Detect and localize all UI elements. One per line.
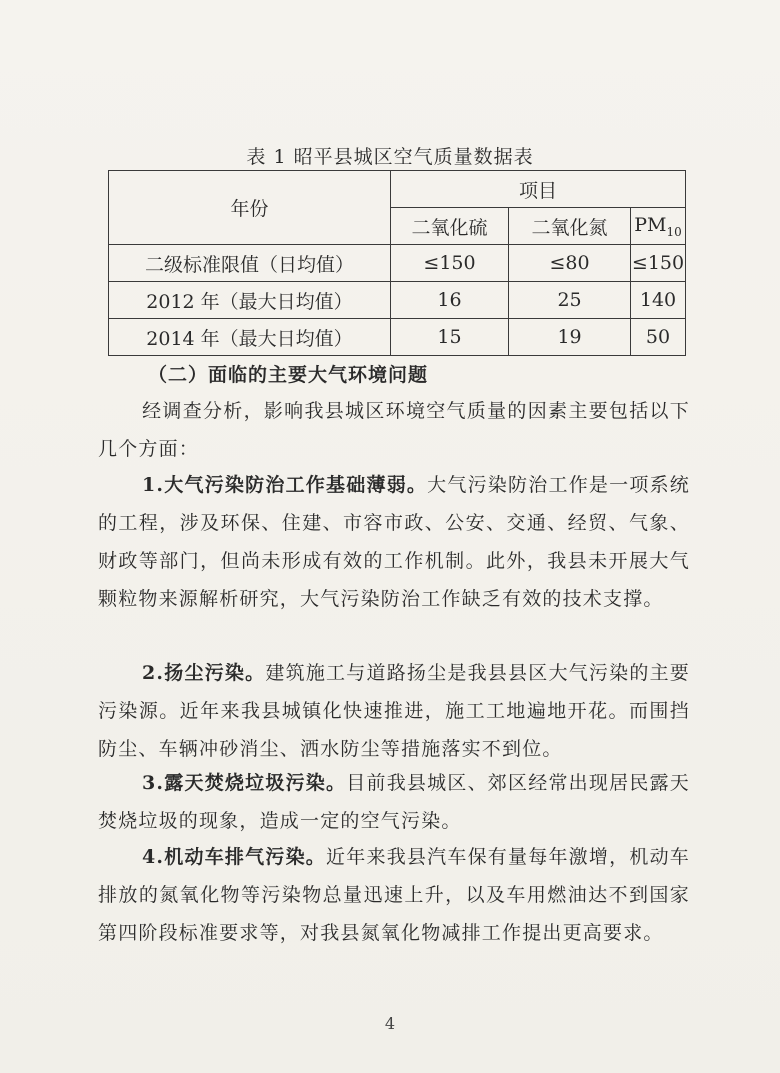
item-title: 3.露天焚烧垃圾污染。 [142,772,347,794]
item-body: 建筑施工与道路扬尘是我县县区大气污染的主要污染源。近年来我县城镇化快速推进，施工工地遍地开花。而围挡防尘、车辆冲砂消尘、洒水防尘等措施落实不到位。 [98,662,690,760]
item-body: 大气污染防治工作是一项系统的工程，涉及环保、住建、市容市政、公安、交通、经贸、气象、财政等部门，但尚未形成有效的工作机制。此外，我县未开展大气颗粒物来源解析研究，大气污染防治工作缺乏有效的技术支撑。 [98,474,690,610]
item-paragraph-4 [98,838,690,952]
table-row [109,245,686,282]
cell-no2: 25 [509,282,631,319]
header-no2: 二氧化氮 [509,208,631,245]
cell-so2: 16 [390,282,508,319]
row-label: 二级标准限值（日均值） [109,245,391,282]
header-items: 项目 [390,171,685,208]
cell-pm10: ≤150 [631,245,686,282]
cell-so2: 15 [390,319,508,356]
header-so2: 二氧化硫 [390,208,508,245]
header-year: 年份 [109,171,391,245]
item-title: 4.机动车排气污染。 [142,846,327,868]
table-row [109,282,686,319]
section-heading: （二）面临的主要大气环境问题 [148,364,429,386]
item-paragraph-1 [98,466,690,618]
table-row [109,319,686,356]
cell-no2: ≤80 [509,245,631,282]
row-label: 2012 年（最大日均值） [109,282,391,319]
item-paragraph-2 [98,654,690,768]
item-paragraph-3 [98,764,690,840]
header-pm10: $PM_{10}$ [631,208,686,245]
cell-pm10: 50 [631,319,686,356]
air-quality-table [108,170,686,356]
intro-paragraph [98,392,690,468]
cell-no2: 19 [509,319,631,356]
table-header-row [109,171,686,208]
item-body: 近年来我县汽车保有量每年激增，机动车排放的氮氧化物等污染物总量迅速上升，以及车用燃油达不到国家第四阶段标准要求等，对我县氮氧化物减排工作提出更高要求。 [98,846,690,944]
item-body: 目前我县城区、郊区经常出现居民露天焚烧垃圾的现象，造成一定的空气污染。 [98,772,690,832]
item-title: 1.大气污染防治工作基础薄弱。 [142,474,428,496]
cell-so2: ≤150 [390,245,508,282]
intro-text: 经调查分析，影响我县城区环境空气质量的因素主要包括以下几个方面： [98,400,690,460]
cell-pm10: 140 [631,282,686,319]
item-title: 2.扬尘污染。 [142,662,266,684]
page-number: 4 [384,1014,396,1033]
table-caption: 表 1 昭平县城区空气质量数据表 [246,146,534,168]
row-label: 2014 年（最大日均值） [109,319,391,356]
